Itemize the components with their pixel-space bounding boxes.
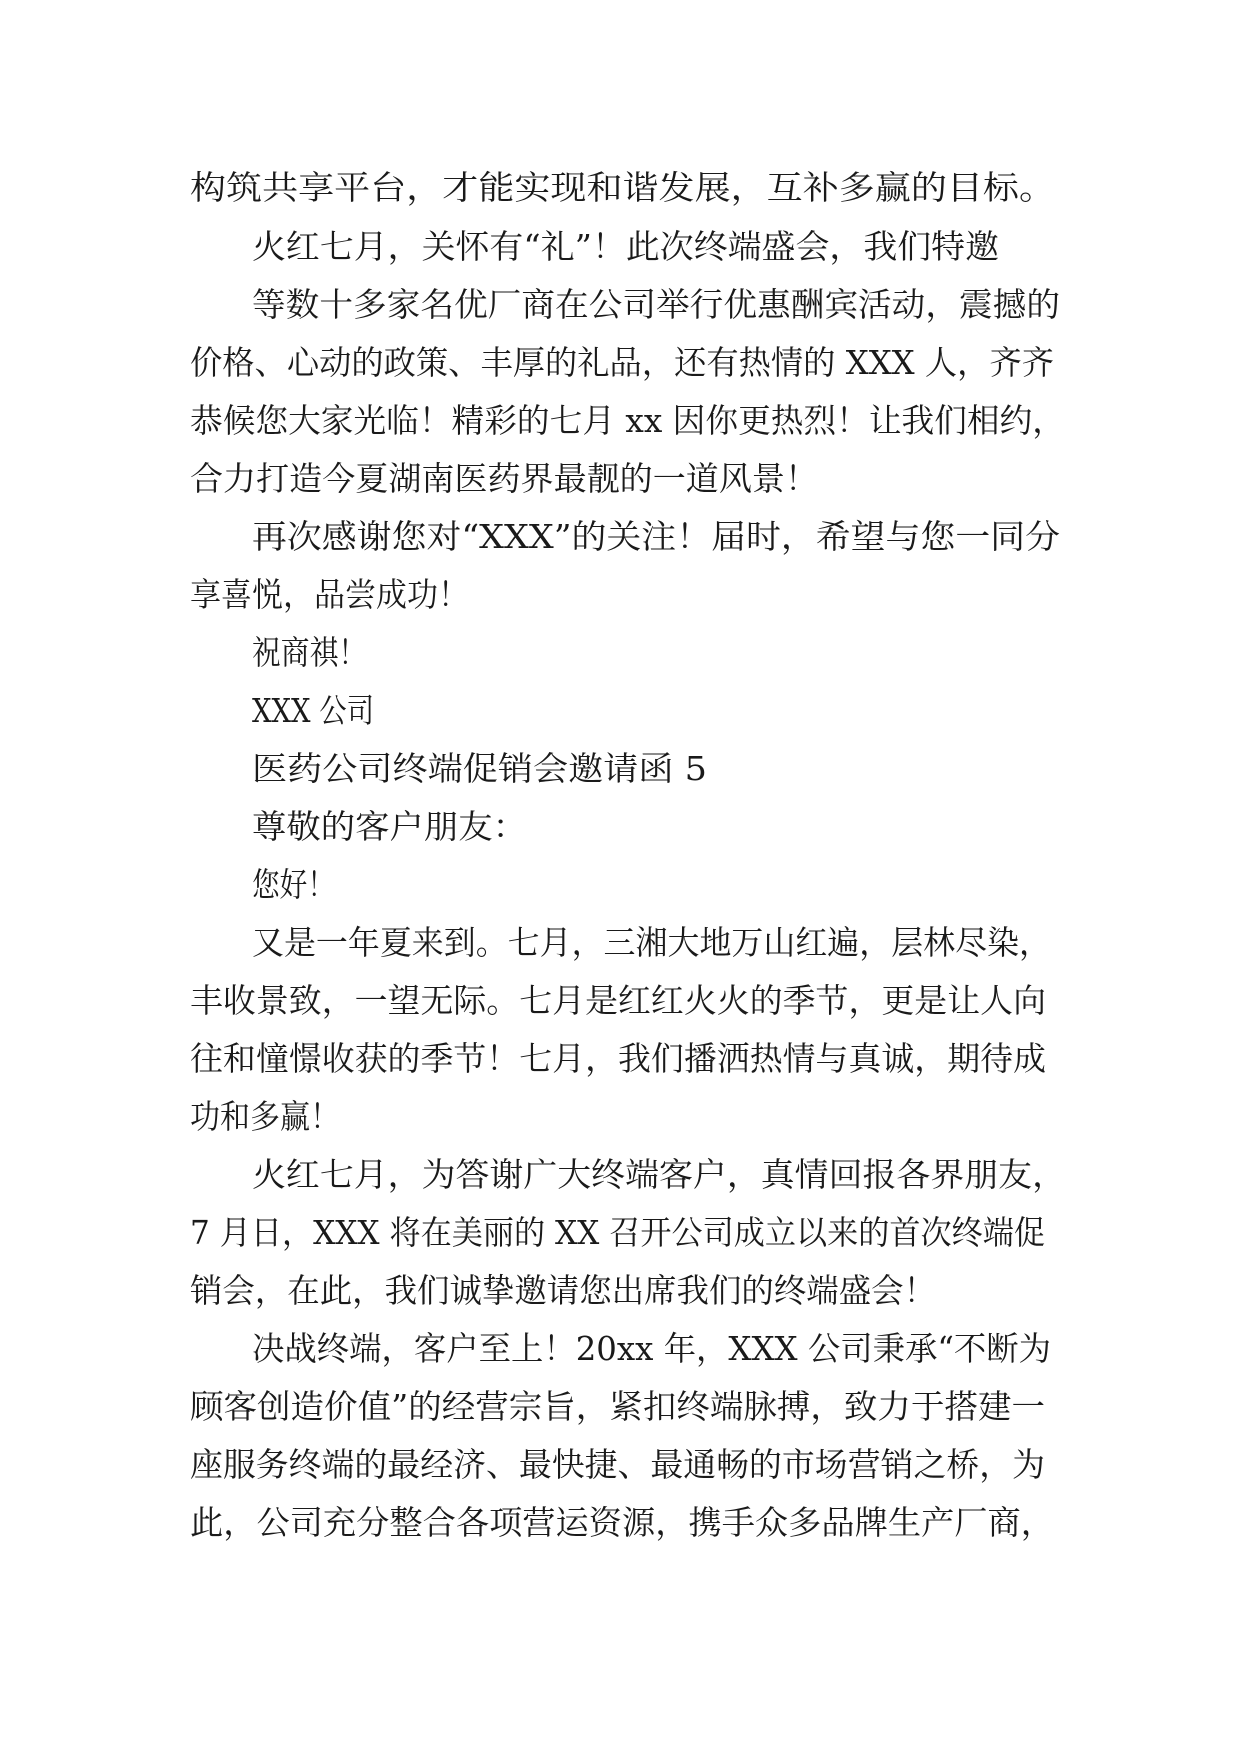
text-line-content: 价格、心动的政策、丰厚的礼品，还有热情的 XXX 人，齐齐 <box>190 343 1054 382</box>
text-line-content: 往和憧憬收获的季节！七月，我们播洒热情与真诚，期待成 <box>190 1039 1046 1078</box>
text-line <box>0 1030 1241 1088</box>
text-line <box>0 1436 1241 1494</box>
text-line <box>0 1320 1241 1378</box>
text-line-content: 火红七月，关怀有“礼”！此次终端盛会，我们特邀 <box>252 227 999 266</box>
text-line <box>0 1146 1241 1204</box>
text-line <box>0 392 1241 450</box>
text-line-content: 恭候您大家光临！精彩的七月 xx 因你更热烈！让我们相约， <box>190 401 1065 440</box>
text-line-content: 火红七月，为答谢广大终端客户，真情回报各界朋友， <box>252 1155 1066 1194</box>
text-line <box>0 1378 1241 1436</box>
text-line-content: 医药公司终端促销会邀请函 5 <box>252 749 707 788</box>
text-line-content: 构筑共享平台，才能实现和谐发展，互补多赢的目标。 <box>190 168 1055 207</box>
text-line-content: 祝商祺！ <box>252 633 367 672</box>
text-line-content: 销会，在此，我们诚挚邀请您出席我们的终端盛会！ <box>190 1271 936 1310</box>
text-line <box>0 1494 1241 1552</box>
text-line-content: 合力打造今夏湖南医药界最靓的一道风景！ <box>190 459 818 498</box>
text-line-content: 功和多赢！ <box>190 1097 340 1136</box>
text-line <box>0 798 1241 856</box>
text-line <box>0 218 1241 276</box>
text-line <box>0 914 1241 972</box>
text-line <box>0 508 1241 566</box>
text-line <box>0 334 1241 392</box>
text-line <box>0 159 1241 217</box>
text-line <box>0 740 1241 798</box>
text-line-content: 决战终端，客户至上！20xx 年，XXX 公司秉承“不断为 <box>252 1329 1051 1368</box>
text-line <box>0 972 1241 1030</box>
text-line-content: 7 月日，XXX 将在美丽的 XX 召开公司成立以来的首次终端促 <box>190 1213 1045 1252</box>
text-line <box>0 1204 1241 1262</box>
text-line-content: 此，公司充分整合各项营运资源，携手众多品牌生产厂商， <box>190 1503 1054 1542</box>
text-line-content: 顾客创造价值”的经营宗旨，紧扣终端脉搏，致力于搭建一 <box>190 1387 1045 1426</box>
text-line-content: 又是一年夏来到。七月，三湘大地万山红遍，层林尽染， <box>252 923 1051 962</box>
text-line-content: XXX 公司 <box>252 691 374 730</box>
text-line <box>0 1262 1241 1320</box>
text-line <box>0 856 1241 914</box>
text-line <box>0 624 1241 682</box>
text-line-content: 座服务终端的最经济、最快捷、最通畅的市场营销之桥，为 <box>190 1445 1045 1484</box>
text-line-content: 丰收景致，一望无际。七月是红红火火的季节，更是让人向 <box>190 981 1046 1020</box>
text-line-content: 您好！ <box>252 865 335 904</box>
text-line <box>0 566 1241 624</box>
text-line <box>0 1088 1241 1146</box>
text-line-content: 等数十多家名优厂商在公司举行优惠酬宾活动，震撼的 <box>252 285 1060 324</box>
text-line-content: 享喜悦，品尝成功！ <box>190 575 469 614</box>
text-line-content: 再次感谢您对“XXX”的关注！届时，希望与您一同分 <box>252 517 1060 556</box>
text-line <box>0 682 1241 740</box>
text-line <box>0 276 1241 334</box>
text-line-content: 尊敬的客户朋友： <box>252 807 527 846</box>
text-line <box>0 450 1241 508</box>
